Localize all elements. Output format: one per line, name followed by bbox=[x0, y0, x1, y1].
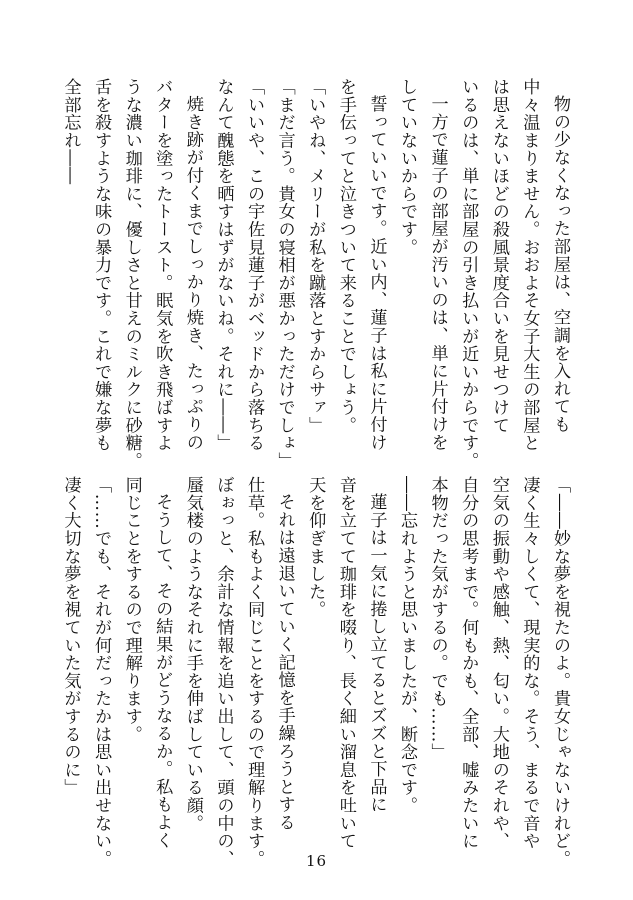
text-column: 凄く生々しくて、現実的な。そう、まるで音や bbox=[519, 476, 540, 850]
text-column: 天を仰ぎました。 bbox=[305, 476, 326, 619]
text-column: していないからです。 bbox=[397, 78, 418, 256]
text-column: バターを塗ったトースト。眠気を吹き飛ばすよ bbox=[152, 78, 173, 452]
text-column: 「……でも、それが何だったかは思い出せない。 bbox=[91, 476, 112, 868]
text-column: 蜃気楼のようなそれに手を伸ばしている顔。 bbox=[182, 476, 203, 832]
text-column: 中々温まりません。おおよそ女子大生の部屋と bbox=[519, 78, 540, 452]
text-column: 自分の思考まで。何もかも、全部、嘘みたいに bbox=[458, 476, 479, 850]
text-column: そうして、その結果がどうなるか。私もよく bbox=[152, 493, 173, 850]
text-column: ぼぉっと、余計な情報を追い出して、頭の中の、 bbox=[213, 476, 234, 868]
text-column: 「まだ言う。貴女の寝相が悪かっただけでしょ」 bbox=[274, 78, 295, 470]
text-column: 物の少なくなった部屋は、空調を入れても bbox=[550, 95, 570, 434]
text-column: 「いいや、この宇佐見蓮子がベッドから落ちる bbox=[244, 78, 265, 452]
text-column: 焼き跡が付くまでしっかり焼き、たっぷりの bbox=[182, 95, 203, 452]
text-column: は思えないほどの殺風景度合いを見せつけて bbox=[488, 78, 509, 434]
text-column: 誓っていいです。近い内、蓮子は私に片付け bbox=[366, 95, 387, 452]
text-column: 蓮子は一気に捲し立てるとズズと下品に bbox=[366, 493, 387, 814]
text-column: 全部忘れ―― bbox=[60, 78, 81, 185]
text-column: を手伝ってと泣きついて来ることでしょう。 bbox=[335, 78, 356, 434]
text-column: 空気の振動や感触、熱、匂い。大地のそれや、 bbox=[488, 476, 509, 850]
text-column: 音を立てて珈琲を啜り、長く細い溜息を吐いて bbox=[335, 476, 356, 850]
text-column: それは遠退いていく記憶を手繰ろうとする bbox=[274, 493, 295, 832]
text-column: 一方で蓮子の部屋が汚いのは、単に片付けを bbox=[427, 95, 448, 452]
text-column: 同じことをするので理解ります。 bbox=[121, 476, 142, 743]
text-column: 「――妙な夢を視たのよ。貴女じゃないけれど。 bbox=[550, 476, 570, 868]
text-column: なんて醜態を晒すはずがないね。それに――」 bbox=[213, 78, 234, 452]
text-column: 仕草。私もよく同じことをするので理解ります。 bbox=[244, 476, 265, 868]
text-block-top bbox=[60, 78, 575, 470]
text-column: いるのは、単に部屋の引き払いが近いからです。 bbox=[458, 78, 479, 470]
text-column: 凄く大切な夢を視ていた気がするのに」 bbox=[60, 476, 81, 797]
text-column: 本物だった気がするの。でも……」 bbox=[427, 476, 448, 761]
text-column: うな濃い珈琲に、優しさと甘えのミルクに砂糖。 bbox=[121, 78, 142, 470]
text-column: 「いやね、メリーが私を蹴落とすからサァ」 bbox=[305, 78, 326, 434]
text-column: ――忘れようと思いましたが、断念です。 bbox=[397, 476, 418, 815]
text-column: 舌を殺すような味の暴力です。これで嫌な夢も bbox=[91, 78, 112, 452]
page-number: 16 bbox=[305, 852, 328, 870]
